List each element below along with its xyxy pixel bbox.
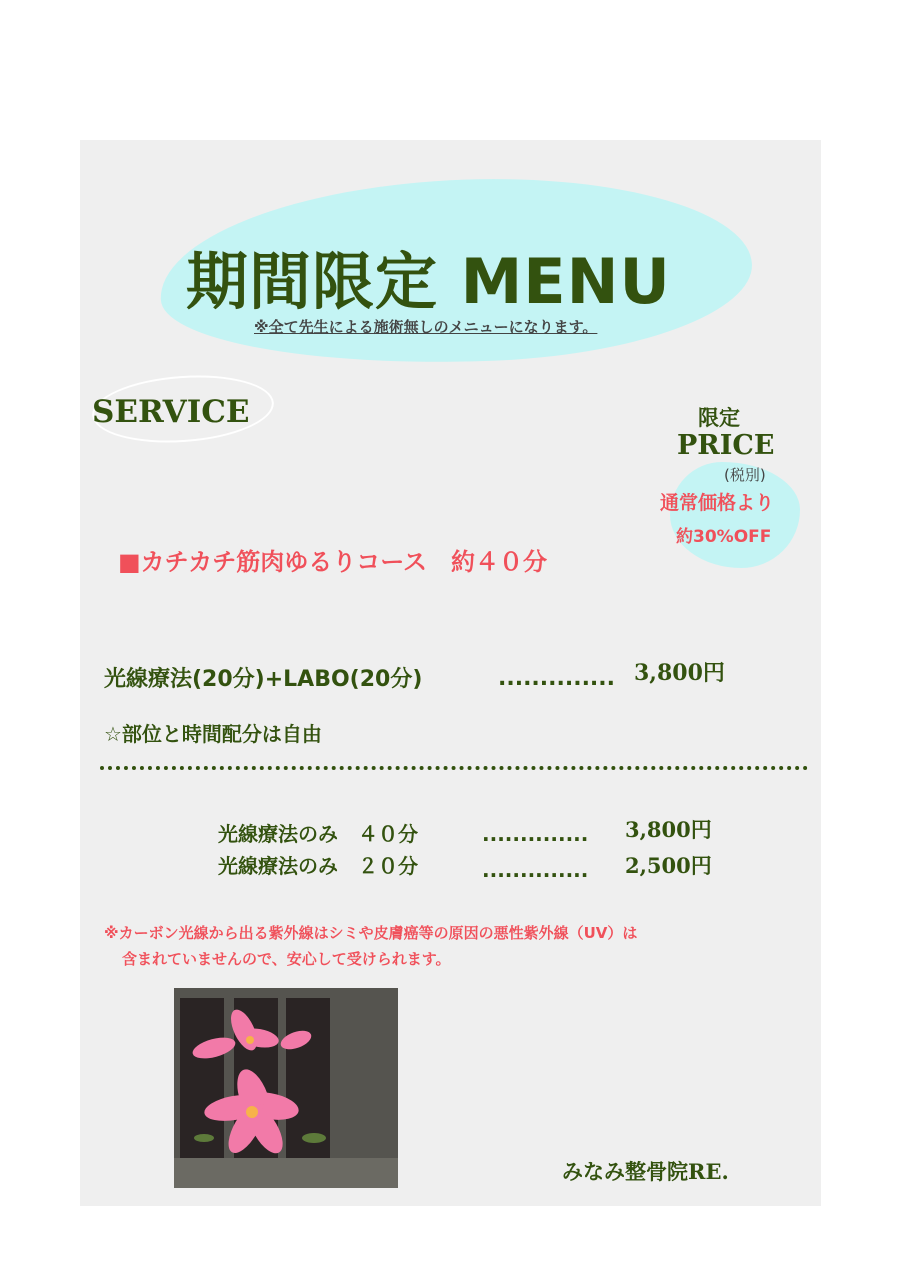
price-badge-limited: 限定: [698, 406, 740, 430]
price-badge-tax-note: (税別): [724, 466, 766, 484]
option-price-40: 3,800円: [625, 817, 712, 842]
flower-painting-photo: [174, 988, 398, 1188]
option-dots-40: ..............: [482, 822, 589, 846]
clinic-name: みなみ整骨院RE.: [562, 1159, 729, 1184]
main-item-dots: ..............: [498, 666, 616, 691]
option-dots-20: ..............: [482, 858, 589, 882]
uv-notice-line-1: ※カーボン光線から出る紫外線はシミや皮膚癌等の原因の悪性紫外線（UV）は: [104, 924, 638, 942]
plumeria-triptych-image: [174, 988, 398, 1188]
service-heading: SERVICE: [92, 394, 250, 430]
option-label-20: 光線療法のみ ２０分: [218, 854, 418, 878]
course-title: ■カチカチ筋肉ゆるりコース 約４０分: [118, 548, 547, 576]
option-price-20: 2,500円: [625, 853, 712, 878]
price-badge-discount: 約30%OFF: [676, 527, 772, 547]
dotted-divider: [100, 766, 808, 770]
main-item-note: ☆部位と時間配分は自由: [104, 722, 322, 746]
uv-notice-line-2: 含まれていませんので、安心して受けられます。: [122, 950, 451, 968]
page-subtitle: ※全て先生による施術無しのメニューになります。: [254, 318, 598, 336]
uv-notice: [104, 920, 637, 972]
main-item-price: 3,800円: [634, 660, 725, 686]
main-item-label: 光線療法(20分)+LABO(20分): [104, 667, 423, 692]
price-badge-normal-note: 通常価格より: [660, 492, 775, 514]
page-title: 期間限定 MENU: [186, 245, 671, 318]
option-label-40: 光線療法のみ ４０分: [218, 822, 418, 846]
price-badge-price: PRICE: [677, 430, 775, 461]
